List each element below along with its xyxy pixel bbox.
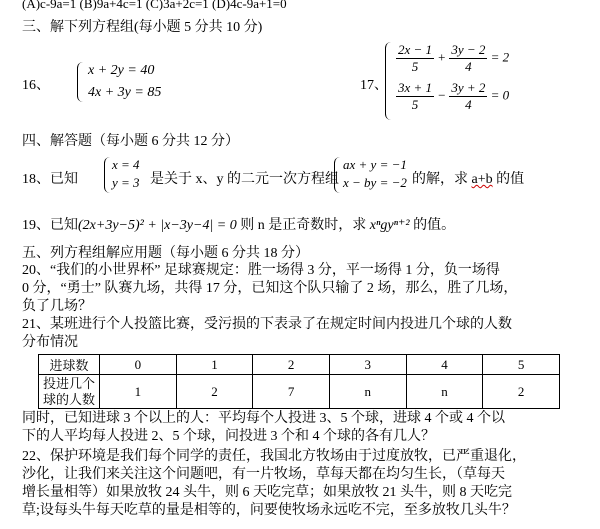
q17-number: 17、 [360, 78, 388, 93]
q18-brace-2 [334, 157, 340, 193]
table-row [39, 375, 560, 409]
q17-row2 [396, 80, 509, 118]
q17-row1 [396, 42, 509, 80]
q18-brace-1 [104, 157, 110, 193]
q21-after-line-2: 下的人平均每人投进 2、5 个球，问投进 3 个和 4 个球的各有几人？ [22, 429, 435, 444]
q21-after-line-1: 同时，已知进球 3 个以上的人：平均每个人投进 3、5 个球，进球 4 个或 4 个以 [22, 411, 505, 426]
section-3-title: 三、解下列方程组(每小题 5 分共 10 分) [22, 20, 263, 35]
q16-eq2: 4x + 3y = 85 [88, 85, 162, 100]
table-cell: n [406, 375, 483, 409]
q18-s1: x = 4 [112, 157, 140, 172]
table-header-people: 投进几个 球的人数 [39, 375, 100, 409]
table-cell: 2 [253, 355, 330, 375]
table-cell: 4 [406, 355, 483, 375]
q17-r1-op: + [437, 49, 447, 65]
q16-eq1: x + 2y = 40 [88, 63, 155, 78]
q17-brace [385, 42, 392, 120]
score-table [38, 354, 560, 409]
table-cell: 3 [329, 355, 406, 375]
table-cell: n [329, 375, 406, 409]
q22-line-3: 增长量相等）如果放牧 24 头牛，则 6 天吃完草；如果放牧 21 头牛，则 8 天吃完 [22, 485, 512, 500]
q17-r2-op: − [437, 87, 447, 103]
q17-r1-rhs: = 2 [490, 49, 510, 65]
q21-after [22, 410, 505, 446]
q21-text [22, 316, 512, 352]
q18-ab: a+b [471, 172, 493, 187]
q21-line-2: 分布情况 [22, 335, 78, 350]
q18-system [343, 156, 407, 192]
q20-text [22, 262, 517, 316]
q18-e1: ax + y = −1 [343, 157, 407, 172]
q22-line-4: 草;设每头牛每天吃草的量是相等的，问要使牧场永远吃不完，至多放牧几头牛？ [22, 503, 516, 518]
q20-line-1: 20、“我们的小世界杯” 足球赛规定：胜一场得 3 分，平一场得 1 分，负一场得 [22, 263, 500, 278]
q16-system [88, 60, 161, 104]
q18-solution [112, 156, 140, 192]
q20-line-3: 负了几场？ [22, 299, 92, 314]
table-cell: 1 [100, 375, 177, 409]
q16-brace [77, 62, 84, 102]
table-cell: 2 [483, 375, 560, 409]
table-row [39, 355, 560, 375]
q17-r2-rhs: = 0 [490, 87, 510, 103]
q18-mid: 是关于 x、y 的二元一次方程组 [150, 172, 339, 187]
section-5-title: 五、列方程组解应用题（每小题 6 分共 18 分） [22, 246, 309, 261]
q17-r2-frac-b: $\frac{3y + 2}{4}$ [451, 80, 486, 112]
q22-line-1: 22、保护环境是我们每个同学的责任，我国北方牧场由于过度放牧，已严重退化， [22, 449, 526, 464]
table-cell: 5 [483, 355, 560, 375]
q17-r1-frac-a: $\frac{2x - 1}{5}$ [398, 42, 433, 74]
q17-system [396, 42, 509, 118]
q20-line-2: 0 分，“勇士” 队赛九场，共得 17 分，已知这个队只输了 2 场，那么，胜了几场， [22, 281, 518, 296]
table-cell: 0 [100, 355, 177, 375]
q22-line-2: 沙化，让我们来关注这个问题吧，有一片牧场，草每天都在均匀生长，（草每天 [22, 467, 505, 482]
q21-line-1: 21、某班进行个人投篮比赛，受污损的下表录了在规定时间内投进几个球的人数 [22, 317, 512, 332]
q17-r2-frac-a: $\frac{3x + 1}{5}$ [398, 80, 433, 112]
q18-s2: y = 3 [112, 175, 140, 190]
section-4-title: 四、解答题（每小题 6 分共 12 分） [22, 134, 239, 149]
table-cell: 2 [176, 375, 253, 409]
table-header-goals: 进球数 [39, 355, 100, 375]
q18-suffix: 的解，求 a+b 的值 [412, 172, 525, 187]
table-cell: 1 [176, 355, 253, 375]
q19-expr: (2x+3y−5)² + |x−3y−4| = 0 [78, 218, 237, 233]
q16-number: 16、 [22, 78, 50, 93]
table-cell: 7 [253, 375, 330, 409]
q17-r1-frac-b: $\frac{3y - 2}{4}$ [451, 42, 486, 74]
q22-text [22, 448, 526, 520]
q18-e2: x − by = −2 [343, 175, 407, 190]
q19-line: 19、已知(2x+3y−5)² + |x−3y−4| = 0 则 n 是正奇数时，求 xⁿgyⁿ⁺² 的值。 [22, 218, 456, 233]
q18-prefix: 18、已知 [22, 172, 78, 187]
q19-term: xⁿgyⁿ⁺² [369, 218, 410, 233]
answer-options: (A)c-9a=1 (B)9a+4c=1 (C)3a+2c=1 (D)4c-9a+1=0 [22, 0, 287, 11]
